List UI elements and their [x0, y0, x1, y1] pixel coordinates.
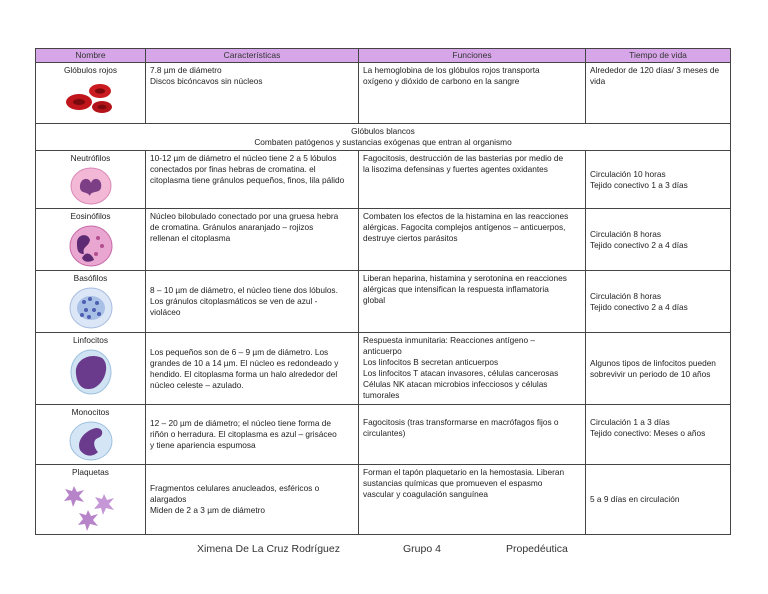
group-subtitle: Combaten patógenos y sustancias exógenas que entran al organismo [254, 137, 512, 147]
text-line: Liberan heparina, histamina y serotonina en reacciones [363, 273, 567, 283]
text-line: 8 – 10 µm de diámetro, el núcleo tiene dos lóbulos. [150, 285, 338, 295]
text-line: Forman el tapón plaquetario en la hemostasia. Liberan [363, 467, 565, 477]
characteristics-cell [146, 405, 359, 465]
functions-cell [359, 333, 586, 405]
text-line: Tejido conectivo 2 a 4 días [590, 239, 688, 250]
text-line: violáceo [150, 307, 181, 317]
text-line: hendido. El citoplasma forma un halo alrededor del [150, 368, 338, 379]
header-tiempo-de-vida: Tiempo de vida [586, 49, 731, 63]
header-caracteristicas: Características [146, 49, 359, 63]
lifespan-cell [586, 209, 731, 271]
text-line: Los linfocitos T atacan invasores, células cancerosas [363, 368, 559, 378]
text-line: núcleo celeste – azulado. [150, 379, 244, 390]
text-line: sobrevivir un periodo de 10 años [590, 368, 711, 379]
lifespan-cell [586, 271, 731, 333]
text-line: alargados [150, 494, 187, 504]
name-cell [36, 63, 146, 124]
text-line: Algunos tipos de linfocitos pueden [590, 357, 716, 368]
text-line: La hemoglobina de los glóbulos rojos transporta [363, 65, 540, 75]
name-cell [36, 271, 146, 333]
text-line: Tejido conectivo 2 a 4 días [590, 301, 688, 312]
name-cell [36, 209, 146, 271]
table-row [36, 271, 731, 333]
text-line: sustancias químicas que promueven el espasmo [363, 478, 543, 488]
lifespan-cell [586, 465, 731, 535]
blood-cells-table [35, 48, 731, 535]
functions-cell [359, 151, 586, 209]
text-line: de cromatina. Gránulos anaranjado – rojizos [150, 222, 314, 232]
text-line: alérgicas. Fagocita complejos antígenos – anticuerpos, [363, 222, 566, 232]
text-line: riñón o herradura. El citoplasma es azul – grisáceo [150, 429, 337, 439]
lifespan-cell [586, 63, 731, 124]
text-line: Fagocitosis (tras transformarse en macrófagos fijos o [363, 417, 559, 427]
characteristics-cell [146, 209, 359, 271]
text-line: la lisozima defensinas y fuertes agentes oxidantes [363, 164, 548, 174]
monocyte-icon [68, 420, 114, 462]
text-line: Núcleo bilobulado conectado por una gruesa hebra [150, 211, 339, 221]
characteristics-cell [146, 333, 359, 405]
characteristics-cell [146, 465, 359, 535]
text-line: Tejido conectivo 1 a 3 días [590, 179, 688, 190]
table-row [36, 151, 731, 209]
text-line: global [363, 295, 386, 305]
text-line: Circulación 8 horas [590, 290, 662, 301]
name-cell [36, 405, 146, 465]
text-line: Combaten los efectos de la histamina en las reacciones [363, 211, 569, 221]
table-row [36, 405, 731, 465]
cell-name: Eosinófilos [70, 211, 111, 221]
cell-name: Basófilos [73, 273, 108, 283]
text-line: Fagocitosis, destrucción de las basterias por medio de [363, 153, 564, 163]
text-line: Tejido conectivo: Meses o años [590, 428, 706, 438]
platelet-icon [60, 480, 122, 532]
text-line: oxígeno y dióxido de carbono en la sangre [363, 76, 520, 86]
lifespan-cell [586, 151, 731, 209]
text-line: citoplasma tiene gránulos pequeños, finos, lila pálido [150, 175, 345, 185]
cell-name: Monocitos [71, 407, 110, 417]
lymphocyte-icon [68, 348, 114, 396]
group-row [36, 124, 731, 151]
cell-name: Glóbulos rojos [63, 65, 118, 75]
text-line: destruye ciertos parásitos [363, 233, 458, 243]
text-line: 5 a 9 días en circulación [590, 494, 680, 504]
text-line: y tiene apariencia espumosa [150, 440, 256, 450]
functions-cell [359, 465, 586, 535]
table-row [36, 465, 731, 535]
header-nombre: Nombre [36, 49, 146, 63]
name-cell [36, 151, 146, 209]
table-row [36, 63, 731, 124]
text-line: circulantes) [363, 428, 406, 438]
name-cell [36, 465, 146, 535]
text-line: tumorales [363, 390, 400, 400]
functions-cell [359, 63, 586, 124]
eosinophil-icon [68, 224, 114, 268]
characteristics-cell [146, 271, 359, 333]
text-line: Fragmentos celulares anucleados, esféricos o [150, 483, 320, 493]
footer-group: Grupo 4 [403, 543, 441, 555]
text-line: Discos bicóncavos sin núcleos [150, 76, 263, 86]
header-funciones: Funciones [359, 49, 586, 63]
text-line: 12 – 20 µm de diámetro; el núcleo tiene forma de [150, 418, 331, 428]
text-line: Los linfocitos B secretan anticuerpos [363, 357, 499, 367]
text-line: Respuesta inmunitaria: Reacciones antígeno – [363, 335, 536, 345]
text-line: Circulación 1 a 3 días [590, 417, 670, 427]
text-line: vascular y coagulación sanguínea [363, 489, 488, 499]
table-row [36, 209, 731, 271]
table-header-row [36, 49, 731, 63]
group-title: Glóbulos blancos [351, 126, 415, 136]
text-line: Miden de 2 a 3 µm de diámetro [150, 505, 266, 515]
text-line: grandes de 10 a 14 µm. El núcleo es redondeado y [150, 357, 339, 368]
group-cell [36, 124, 731, 151]
text-line: Células NK atacan microbios infecciosos y células [363, 379, 548, 389]
footer-author: Ximena De La Cruz Rodríguez [197, 543, 340, 555]
text-line: alérgicas que intensifican la respuesta inflamatoria [363, 284, 549, 294]
footer-subject: Propedéutica [506, 543, 568, 555]
red-blood-cells-icon [62, 78, 120, 116]
text-line: Circulación 10 horas [590, 168, 666, 179]
table-row [36, 333, 731, 405]
cell-name: Plaquetas [72, 467, 109, 477]
text-line: vida [590, 76, 606, 86]
text-line: conectados por finas hebras de cromatina. el [150, 164, 316, 174]
name-cell [36, 333, 146, 405]
text-line: 10-12 µm de diámetro el núcleo tiene 2 a 5 lóbulos [150, 153, 337, 163]
text-line: Alrededor de 120 días/ 3 meses de [590, 65, 720, 75]
text-line: anticuerpo [363, 346, 402, 356]
cell-name: Neutrófilos [70, 153, 111, 163]
text-line: Los gránulos citoplasmáticos se ven de azul - [150, 296, 318, 306]
lifespan-cell [586, 333, 731, 405]
text-line: 7.8 µm de diámetro [150, 65, 222, 75]
cell-name: Linfocitos [72, 335, 109, 345]
basophil-icon [68, 286, 114, 330]
neutrophil-icon [69, 166, 113, 206]
text-line: rellenan el citoplasma [150, 233, 231, 243]
lifespan-cell [586, 405, 731, 465]
characteristics-cell [146, 151, 359, 209]
functions-cell [359, 405, 586, 465]
text-line: Los pequeños son de 6 – 9 µm de diámetro. Los [150, 346, 329, 357]
characteristics-cell [146, 63, 359, 124]
text-line: Circulación 8 horas [590, 228, 662, 239]
functions-cell [359, 271, 586, 333]
functions-cell [359, 209, 586, 271]
